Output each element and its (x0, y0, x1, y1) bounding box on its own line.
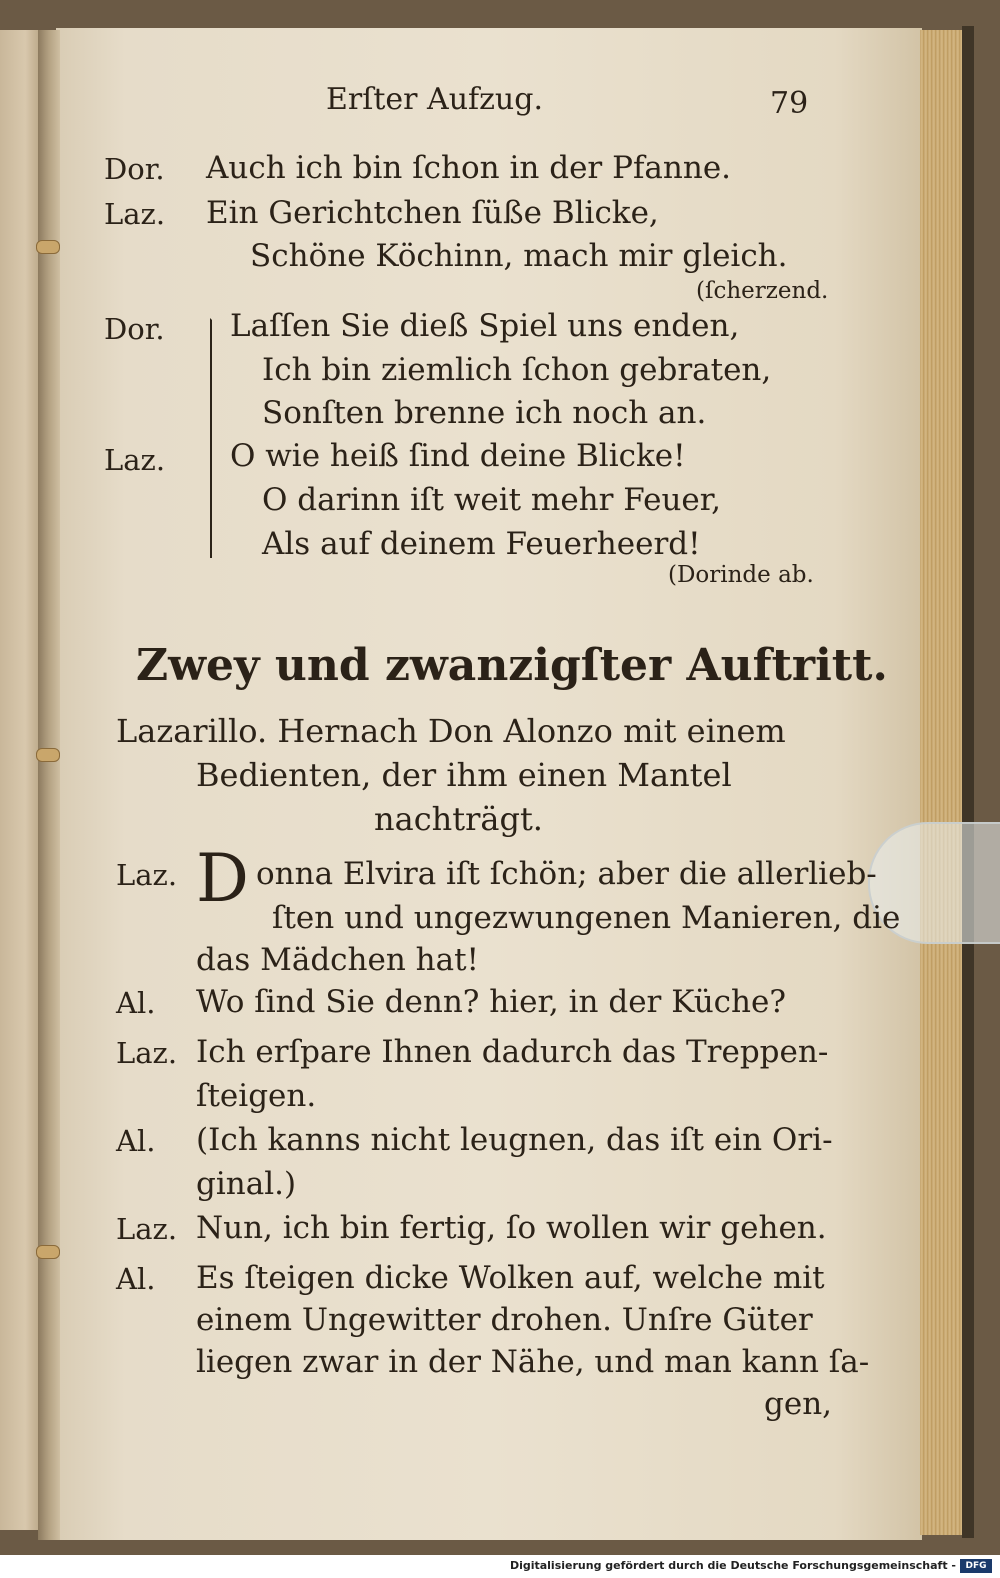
dialogue-line: Es ſteigen dicke Wolken auf, welche mit (196, 1260, 825, 1296)
verse-line: Als auf deinem Feuerheerd! (262, 526, 701, 562)
verse-line: Ich bin ziemlich ſchon gebraten, (262, 352, 772, 388)
dfg-logo: DFG (960, 1559, 992, 1573)
dialogue-line: Nun, ich bin fertig, ſo wollen wir gehen. (196, 1210, 827, 1246)
verse-line: Auch ich bin ſchon in der Pfanne. (206, 150, 732, 186)
dialogue-line: ſteigen. (196, 1078, 317, 1114)
scene-title: Zwey und zwanzigſter Auftritt. (136, 640, 888, 691)
speaker-label: Laz. (116, 858, 178, 892)
running-title: Erſter Aufzug. (326, 82, 543, 117)
duet-brace (210, 318, 226, 558)
footer-bar (0, 1555, 1000, 1578)
dialogue-line: ginal.) (196, 1166, 297, 1202)
dialogue-line: einem Ungewitter drohen. Unſre Güter (196, 1302, 813, 1338)
speaker-label: Al. (116, 1262, 156, 1296)
speaker-label: Laz. (104, 197, 166, 231)
speaker-label: Al. (116, 1124, 156, 1158)
binding-thread (36, 240, 60, 254)
binding-thread (36, 1245, 60, 1259)
speaker-label: Dor. (104, 152, 165, 186)
speaker-label: Laz. (104, 443, 166, 477)
book-gutter (38, 30, 60, 1540)
page-number: 79 (770, 86, 809, 121)
catchword: gen, (764, 1386, 833, 1422)
dialogue-line: onna Elvira iſt ſchön; aber die allerlieb- (256, 856, 877, 892)
dialogue-line: das Mädchen hat! (196, 942, 480, 978)
dialogue-line: ſten und ungezwungenen Manieren, die (272, 900, 901, 936)
stage-direction: (ſcherzend. (696, 278, 829, 304)
speaker-label: Laz. (116, 1212, 178, 1246)
verse-line: Ein Gerichtchen ſüße Blicke, (206, 195, 659, 231)
verse-line: Schöne Köchinn, mach mir gleich. (250, 238, 788, 274)
book-cover-edge (962, 26, 974, 1538)
speaker-label: Dor. (104, 312, 165, 346)
verse-line: Sonſten brenne ich noch an. (262, 395, 707, 431)
facing-page-edge (0, 30, 42, 1530)
dialogue-line: Ich erſpare Ihnen dadurch das Treppen- (196, 1034, 829, 1070)
verse-line: Laſſen Sie dieß Spiel uns enden, (230, 308, 740, 344)
scene-persons-line: Bedienten, der ihm einen Mantel (196, 756, 732, 794)
speaker-label: Laz. (116, 1036, 178, 1070)
drop-cap: D (196, 840, 249, 917)
verse-line: O wie heiß ſind deine Blicke! (230, 438, 686, 474)
scene-persons-line: nachträgt. (374, 800, 543, 838)
stage-direction: (Dorinde ab. (668, 562, 814, 588)
dialogue-line: Wo ſind Sie denn? hier, in der Küche? (196, 984, 786, 1020)
dialogue-line: (Ich kanns nicht leugnen, das iſt ein Ori- (196, 1122, 833, 1158)
speaker-label: Al. (116, 986, 156, 1020)
verse-line: O darinn iſt weit mehr Feuer, (262, 482, 722, 518)
scene-persons-line: Lazarillo. Hernach Don Alonzo mit einem (116, 712, 786, 750)
dialogue-line: liegen zwar in der Nähe, und man kann ſa- (196, 1344, 870, 1380)
footer-credit: Digitalisierung gefördert durch die Deutsche Forschungsgemeinschaft - (509, 1559, 956, 1572)
binding-thread (36, 748, 60, 762)
